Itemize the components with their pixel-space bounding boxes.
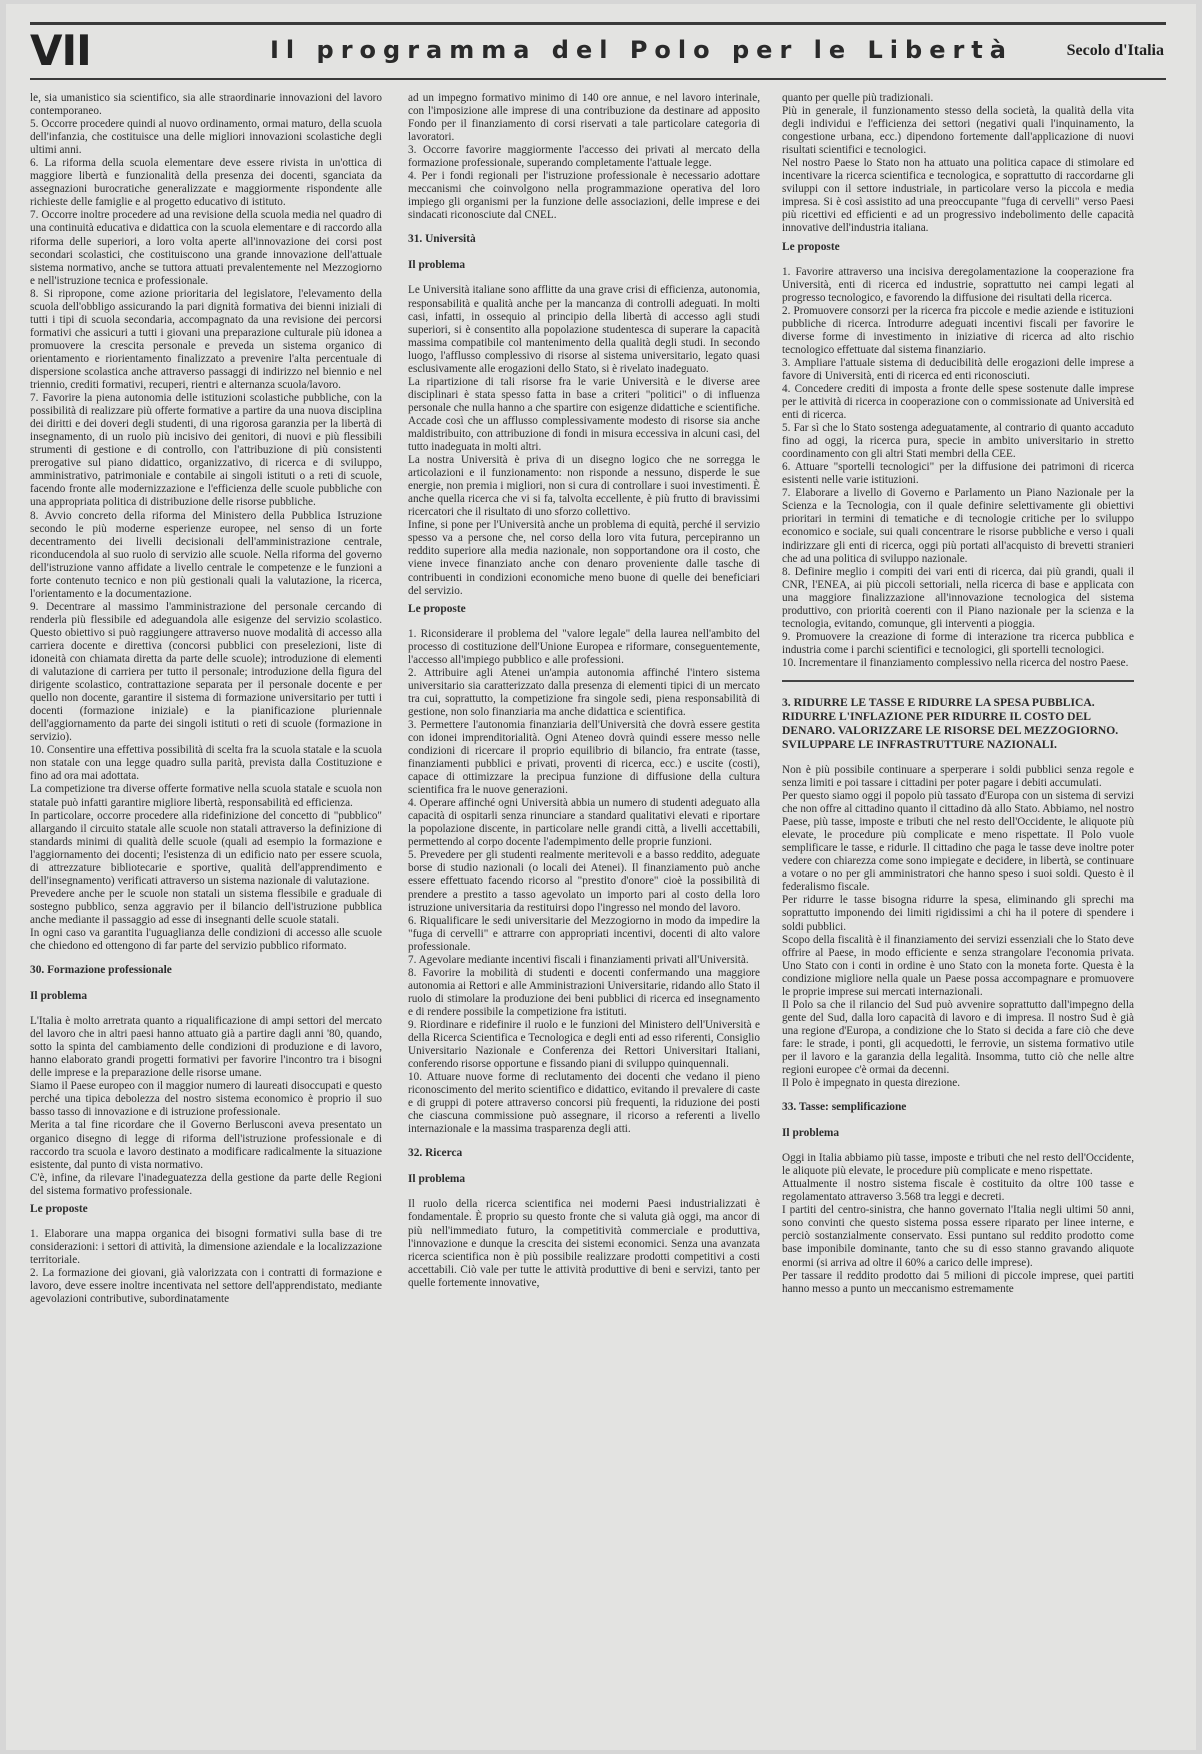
subsection-heading: Le proposte (782, 240, 840, 253)
paragraph: 1. Elaborare una mappa organica dei bisogni formativi sulla base di tre considerazioni: i settori di attività, la dimensione aziendale e la localizzazione territoriale. (30, 1227, 382, 1266)
paragraph: 8. Avvio concreto della riforma del Ministero della Pubblica Istruzione secondo le più moderne esperienze europee, nel senso di un forte decentramento dei livelli decisionali dell'amministrazione centrale, riconducendola al suo ruolo di servizio alle scuole. Nella riforma del governo dell'istruzione vanno affidate a livello centrale le competenze e le funzioni a forte contenuto tecnico e non più gestionali quali la valutazione, la ricerca, l'orientamento e la documentazione. (30, 509, 382, 600)
subsection-heading: Il problema (782, 1127, 840, 1140)
paragraph: Attualmente il nostro sistema fiscale è costituito da oltre 100 tasse e regolamentato attraverso 3.568 tra leggi e decreti. (782, 1178, 1134, 1204)
paragraph: 3. Occorre favorire maggiormente l'accesso dei privati al mercato della formazione professionale, superando completamente l'attuale legge. (408, 144, 760, 170)
paragraph: 9. Riordinare e ridefinire il ruolo e le funzioni del Ministero dell'Università e della Ricerca Scientifica e Tecnologica e degli enti ad esso riferenti, Consiglio Universitario Nazionale e Conferenza dei Rettori Universitari Italiani, conferendo risorse opportune e fissando piani di sviluppo quinquennali. (408, 1019, 760, 1071)
paragraph: 4. Concedere crediti di imposta a fronte delle spese sostenute dalle imprese per le attività di ricerca in cooperazione con o commissionate ad Università ed enti di ricerca. (782, 382, 1134, 422)
paragraph: 8. Si ripropone, come azione prioritaria del legislatore, l'elevamento della scuola dell'obbligo assicurando la pari dignità formativa dei bienni iniziali di tutti i tipi di scuola secondaria, accompagnato da una revisione dei percorsi formativi che assicuri a tutti i giovani una preparazione culturale più idonea a promuovere la crescita personale e preveda un sistema organico di orientamento e riorientamento finalizzato a prevenire l'alta percentuale di dispersione scolastica anche attraverso passaggi di indirizzo nel biennio e nel triennio, crediti formativi, recuperi, rientri e alternanza scuola/lavoro. (30, 287, 382, 392)
paragraph: 3. Ampliare l'attuale sistema di deducibilità delle erogazioni delle imprese a favore di Università, enti di ricerca ed enti riconosciuti. (782, 356, 1134, 382)
section-divider (782, 680, 1134, 682)
paragraph: 3. Permettere l'autonomia finanziaria dell'Università che dovrà essere gestita con idonei imprenditorialità. Ogni Ateneo dovrà quindi essere messo nelle condizioni di ricercare il proprio equilibrio di bilancio, fra entrate (tasse, finanziamenti pubblici e privati, proventi di ricerca, ecc.) e uscite (costi), capace di ottimizzare la precipua funzione di diffusione della cultura scientifica fra le nuove generazioni. (408, 718, 760, 797)
paragraph: 2. La formazione dei giovani, già valorizzata con i contratti di formazione e lavoro, deve essere inoltre incentivata nel settore dell'apprendistato, mediante agevolazioni contributive, subordinatamente (30, 1266, 382, 1305)
page-title: Il programma del Polo per le Libertà (270, 36, 1013, 64)
paragraph: 4. Per i fondi regionali per l'istruzione professionale è necessario adottare meccanismi che coinvolgono nella programmazione operativa del loro impiego gli organismi per la funzione delle associazioni, delle imprese e dei sindacati riconosciute dal CNEL. (408, 170, 760, 222)
column-1 (30, 92, 382, 1738)
article-columns (30, 92, 1136, 1738)
paragraph: 8. Favorire la mobilità di studenti e docenti confermando una maggiore autonomia ai Rettori e alle Amministrazioni Universitarie, ridando allo Stato il ruolo di stimolare la produzione dei beni pubblici di ricerca ed insegnamento e di rendere possibile la competizione fra istituti. (408, 966, 760, 1018)
paragraph: Per tassare il reddito prodotto dai 5 milioni di piccole imprese, quei partiti hanno messo a punto un meccanismo estremamente (782, 1269, 1134, 1295)
paragraph: Più in generale, il funzionamento stesso della società, la qualità della vita degli individui e l'efficienza dei settori (negativi quali l'inquinamento, la congestione urbana, ecc.) dipendono fortemente dall'applicazione di nuovi risultati scientifici e tecnologici. (782, 105, 1134, 157)
paragraph: 7. Favorire la piena autonomia delle istituzioni scolastiche pubbliche, con la possibilità di realizzare più offerte formative a partire da una nuova disciplina dei diritti e dei doveri degli studenti, di una rigorosa garanzia per la libertà di insegnamento, di un ruolo più incisivo dei genitori, di nuovi e più flessibili strumenti di gestione e di controllo, con l'attribuzione di più consistenti prerogative sul piano didattico, organizzativo, di ricerca e di sviluppo, amministrativo, patrimoniale e contabile ai singoli istituti o a reti di scuole, facendo fronte alle modernizzazione e l'efficienza delle scuole pubbliche con una appropriata politica di distribuzione delle risorse pubbliche. (30, 392, 382, 509)
paragraph: 5. Occorre procedere quindi al nuovo ordinamento, ormai maturo, della scuola dell'infanzia, che costituisce una delle migliori innovazioni scolastiche degli ultimi anni. (30, 118, 382, 157)
paragraph: 6. La riforma della scuola elementare deve essere rivista in un'ottica di maggiore libertà e funzionalità della presenza dei docenti, sganciata da assegnazioni burocratiche generalizzate e maggiormente rispondente alle richieste delle famiglie e al progetto educativo di istituto. (30, 157, 382, 209)
paragraph: 6. Attuare "sportelli tecnologici" per la diffusione dei patrimoni di ricerca esistenti nelle varie istituzioni. (782, 461, 1134, 487)
paragraph: Scopo della fiscalità è il finanziamento dei servizi essenziali che lo Stato deve offrire al Paese, in modo efficiente e senza strangolare l'economia privata. Uno Stato con i conti in ordine è uno Stato con la moneta forte. Questa è la condizione migliore nella quale un Paese possa accompagnare e promuovere le proprie imprese sui mercati internazionali. (782, 933, 1134, 998)
paragraph: ad un impegno formativo minimo di 140 ore annue, e nel lavoro interinale, con l'imposizione alle imprese di una contribuzione da destinare ad apposito Fondo per il finanziamento di corsi riservati a tale particolare categoria di lavoratori. (408, 92, 760, 144)
paragraph: Per ridurre le tasse bisogna ridurre la spesa, eliminando gli sprechi ma soprattutto imponendo dei limiti rigidissimi a chi ha il potere di spendere i soldi pubblici. (782, 894, 1134, 933)
section-heading: 32. Ricerca (408, 1147, 463, 1160)
column-2 (408, 92, 760, 1738)
paragraph: 7. Occorre inoltre procedere ad una revisione della scuola media nel quadro di una continuità educativa e didattica con la scuola elementare e di raccordo alla riforma delle superiori, a loro volta aperte all'innovazione dei corsi post secondari scolastici, che costituiscono una grande innovazione dell'attuale sistema normativo, anche se tuttora attuati prevalentemente nel Mezzogiorno e nell'istruzione tecnica e professionale. (30, 209, 382, 287)
chapter-heading: 3. RIDURRE LE TASSE E RIDURRE LA SPESA PUBBLICA. RIDURRE L'INFLAZIONE PER RIDURRE IL COSTO DEL DENARO. VALORIZZARE LE RISORSE DEL MEZZOGIORNO. SVILUPPARE LE INFRASTRUTTURE NAZIONALI. (782, 695, 1119, 751)
paragraph: 2. Promuovere consorzi per la ricerca fra piccole e medie aziende e istituzioni pubbliche di ricerca. Introdurre adeguati incentivi fiscali per favorire le diverse forme di investimento in iniziative di ricerca ad alto rischio tecnologico effettuate dal sistema finanziario. (782, 304, 1134, 356)
paragraph: 10. Consentire una effettiva possibilità di scelta fra la scuola statale e la scuola non statale con una legge quadro sulla parità, prevista dalla Costituzione e fino ad ora mai adottata. (30, 744, 382, 783)
paragraph: 10. Incrementare il finanziamento complessivo nella ricerca del nostro Paese. (782, 656, 1129, 669)
paragraph: Per questo siamo oggi il popolo più tassato d'Europa con un sistema di servizi che non offre al cittadino quanto il cittadino dà allo Stato. Abbiamo, nel nostro Paese, più tasse, imposte e tributi che nel resto dell'Occidente, le aliquote più elevate, le procedure più complicate e meno rispettate. Il Polo vuole semplificare le tasse, e ridurle. Il cittadino che paga le tasse deve inoltre poter vedere con chiarezza come sono impiegate e decidere, in libertà, se continuare a votare o no per gli amministratori che hanno speso i suoi soldi. Questo è il federalismo fiscale. (782, 790, 1134, 894)
subsection-heading: Le proposte (408, 602, 466, 615)
section-heading: 31. Università (408, 233, 476, 246)
paragraph: 6. Riqualificare le sedi universitarie del Mezzogiorno in modo da impedire la "fuga di cervelli" e attrarre con appropriati incentivi, docenti di alto valore professionale. (408, 914, 760, 953)
paragraph: Il ruolo della ricerca scientifica nei moderni Paesi industrializzati è fondamentale. È proprio su questo fronte che si valuta già oggi, ma ancor di più nell'immediato futuro, la competitività commerciale e produttiva, l'innovazione e dunque la crescita dei sistemi economici. Senza una avanzata ricerca scientifica non è più possibile realizzare prodotti competitivi a costi accettabili. Ciò vale per tutte le attività produttive di beni e servizi, tanto per quelle fortemente innovative, (408, 1198, 760, 1289)
paragraph: Non è più possibile continuare a sperperare i soldi pubblici senza regole e senza limiti e poi tassare i cittadini per poter pagare i debiti accumulati. (782, 763, 1134, 790)
newspaper-name: Secolo d'Italia (1066, 42, 1164, 59)
paragraph: 4. Operare affinché ogni Università abbia un numero di studenti adeguato alla capacità di ospitarli senza rinunciare a standard qualitativi elevati e riportare la popolazione discente, in particolare nelle grandi città, a livelli accettabili, permettendo al corpo docente l'adempimento delle proprie funzioni. (408, 797, 760, 849)
paragraph: 9. Promuovere la creazione di forme di interazione tra ricerca pubblica e industria come i parchi scientifici e tecnologici, gli sportelli tecnologici. (782, 630, 1134, 656)
paragraph: I partiti del centro-sinistra, che hanno governato l'Italia negli ultimi 50 anni, sono convinti che questo sistema possa essere riparato per linee interne, e perciò sostanzialmente conservato. Essi puntano sul reddito prodotto come base imponibile dominante, tanto che su di esso stanno gravando aliquote enormi (si arriva ad oltre il 60% a carico delle imprese). (782, 1204, 1134, 1269)
paragraph: C'è, infine, da rilevare l'inadeguatezza della gestione da parte delle Regioni del sistema formativo professionale. (30, 1171, 382, 1197)
subsection-heading: Il problema (408, 1173, 466, 1186)
paragraph: La competizione tra diverse offerte formative nella scuola statale e scuola non statale può infatti garantire migliore libertà, responsabilità ed efficienza. (30, 783, 382, 809)
paragraph: 1. Riconsiderare il problema del "valore legale" della laurea nell'ambito del processo di costituzione dell'Unione Europea e riformare, conseguentemente, l'accesso all'impiego pubblico e alle professioni. (408, 627, 760, 666)
paragraph: Oggi in Italia abbiamo più tasse, imposte e tributi che nel resto dell'Occidente, le aliquote più elevate, le procedure più complicate e meno rispettate. (782, 1152, 1134, 1178)
paragraph: Infine, si pone per l'Università anche un problema di equità, perché il servizio spesso va a persone che, nel corso della loro vita futura, percepiranno un reddito superiore alla media nazionale, non sopportandone ora il costo, che viene invece finanziato anche con denaro proveniente dalle tasche di contribuenti in condizioni economiche meno buone di quelle dei beneficiari del servizio. (408, 519, 760, 597)
paragraph: quanto per quelle più tradizionali. (782, 92, 934, 104)
paragraph: In particolare, occorre procedere alla ridefinizione del concetto di "pubblico" allargando il circuito statale alle scuole non statali attraverso la definizione di standards minimi di qualità delle scuole (quali ad esempio la formazione e l'aggiornamento dei docenti; l'esistenza di un edificio nato per essere scuola, di attrezzature bibliotecarie e sportive, qualità dell'apprendimento e dell'insegnamento) verificati attraverso un sistema nazionale di valutazione. (30, 809, 382, 887)
masthead (30, 28, 1166, 74)
paragraph: 9. Decentrare al massimo l'amministrazione del personale cercando di renderla più flessibile ed adeguandola alle esigenze del servizio scolastico. Questo obiettivo si può raggiungere attraverso nuove modalità di accesso alla carriera docente e direttiva (concorsi pubblici con preselezioni, liste di idoneità con chiamata diretta da parte delle scuole); introduzione di elementi di valutazione di carriera per tutto il personale; introduzione della figura del dirigente scolastico, contrattazione separata per il personale docente e per quello non docente, garantire il sistema di formazione universitario per tutti i docenti (formazione iniziale) e la pianificazione pluriennale dell'aggiornamento da parte dei singoli istituti o reti di scuole (formazione in servizio). (30, 600, 382, 744)
paragraph: 10. Attuare nuove forme di reclutamento dei docenti che vedano il pieno riconoscimento del merito scientifico e didattico, evitando il prevalere di caste e di gruppi di potere attraverso concorsi più frequenti, la riduzione dei posti che ciascuna commissione può assegnare, il ricorso a referenti a livello internazionale e la massima trasparenza degli atti. (408, 1071, 760, 1136)
subsection-heading: Il problema (408, 259, 466, 272)
column-3 (782, 92, 1134, 1738)
paragraph: Prevedere anche per le scuole non statali un sistema flessibile e graduale di sostegno pubblico, senza aggravio per il bilancio dell'istruzione pubblica anche mediante il passaggio ad esse di insegnanti delle scuole statali. (30, 887, 382, 926)
subsection-heading: Le proposte (30, 1202, 88, 1215)
paragraph: 1. Favorire attraverso una incisiva deregolamentazione la cooperazione fra Università, enti di ricerca ed industrie, soprattutto nei campi legati al progresso tecnologico, e favorendo la diffusione dei risultati della ricerca. (782, 265, 1134, 304)
paragraph: 8. Definire meglio i compiti dei vari enti di ricerca, dai più grandi, quali il CNR, l'ENEA, ai più piccoli settoriali, nella ricerca di base e applicata con una maggiore finalizzazione all'innovazione tecnologica del sistema produttivo, con priorità coerenti con il Piano nazionale per la scienza e la tecnologia, evitando, comunque, gli interventi a pioggia. (782, 565, 1134, 630)
section-heading: 33. Tasse: semplificazione (782, 1101, 907, 1114)
paragraph: 2. Attribuire agli Atenei un'ampia autonomia affinché l'intero sistema universitario sia caratterizzato dalla presenza di elementi tipici di un mercato tra cui, soprattutto, la competizione fra singole sedi, piena responsabilità di gestione, non solo finanziaria ma anche didattica e scientifica. (408, 666, 760, 718)
paragraph: Merita a tal fine ricordare che il Governo Berlusconi aveva presentato un organico disegno di legge di riforma dell'istruzione professionale e di raccordo tra scuola e lavoro destinato a modificare radicalmente la situazione esistente, dal punto di vista normativo. (30, 1119, 382, 1171)
paragraph: L'Italia è molto arretrata quanto a riqualificazione di ampi settori del mercato del lavoro che in altri paesi hanno attuato già a partire dagli anni '80, quando, sotto la spinta del cambiamento delle condizioni di produzione e di lavoro, hanno elaborato grandi progetti formativi per favorire l'incontro tra i bisogni delle imprese e la preparazione delle risorse umane. (30, 1015, 382, 1080)
paragraph: La nostra Università è priva di un disegno logico che ne sorregga le articolazioni e il funzionamento: non risponde a nessuno, disperde le sue energie, non premia i migliori, non si cura di controllare i suoi investimenti. È anche quella ricerca che vi si fa, talvolta eccellente, è più frutto di bravissimi ricercatori che il risultato di uno sforzo collettivo. (408, 454, 760, 519)
paragraph: Nel nostro Paese lo Stato non ha attuato una politica capace di stimolare ed incentivare la ricerca scientifica e tecnologica, e soprattutto di raccordarne gli sviluppi con il settore industriale, in particolare verso la piccola e media impresa. Si è così assistito ad una preoccupante "fuga di cervelli" verso Paesi più ricettivi ed efficienti e ad un progressivo indebolimento delle capacità innovative dell'industria italiana. (782, 157, 1134, 235)
paragraph: Siamo il Paese europeo con il maggior numero di laureati disoccupati e questo perché una tipica debolezza del nostro sistema economico è proprio il suo basso tasso di innovazione e di istruzione professionale. (30, 1080, 382, 1119)
paragraph: le, sia umanistico sia scientifico, sia alle straordinarie innovazioni del lavoro contemporaneo. (30, 92, 382, 118)
newspaper-page (6, 4, 1196, 1750)
paragraph: Le Università italiane sono afflitte da una grave crisi di efficienza, autonomia, responsabilità e qualità anche per la mancanza di controlli adeguati. In molti casi, infatti, in ossequio al principio della libertà di accesso agli studi superiori, si è consentito alla popolazione studentesca di superare la capacità massima compatibile col mantenimento della qualità degli studi. In secondo luogo, l'afflusso complessivo di risorse al sistema universitario, legato quasi esclusivamente alle erogazioni dello Stato, si è rivelato inadeguato. (408, 284, 760, 375)
paragraph: 7. Elaborare a livello di Governo e Parlamento un Piano Nazionale per la Scienza e la Tecnologia, con il quale definire selettivamente gli obiettivi prioritari in termini di tematiche e di tecnologie critiche per lo sviluppo economico e sociale, sui quali concentrare le risorse pubbliche e verso i quali indirizzare gli enti di ricerca, oggi più portati all'acquisto di brevetti stranieri che ad una politica di sviluppo nazionale. (782, 487, 1134, 565)
paragraph: La ripartizione di tali risorse fra le varie Università e le diverse aree disciplinari è stata spesso fatta in base a criteri "politici" o di influenza personale che nulla hanno a che spartire con esigenze didattiche e scientifiche. Accade così che un afflusso complessivamente modesto di risorse sia anche maldistribuito, con attribuzione di fondi in misura eccessiva in alcuni casi, del tutto inadeguata in molti altri. (408, 375, 760, 454)
section-number: VII (30, 26, 91, 75)
paragraph: Il Polo sa che il rilancio del Sud può avvenire soprattutto dall'impegno della gente del Sud, dalla loro capacità di lavoro e di impresa. Il nostro Sud è già una regione d'Europa, a condizione che lo Stato si decida a fare ciò che deve fare: le strade, i ponti, gli acquedotti, le ferrovie, un sistema formativo utile per il lavoro e la garanzia della legalità. Insomma, tutto ciò che nelle altre regioni europee c'è ormai da decenni. (782, 998, 1134, 1077)
paragraph: Il Polo è impegnato in questa direzione. (782, 1077, 961, 1090)
paragraph: 5. Prevedere per gli studenti realmente meritevoli e a basso reddito, adeguate borse di studio nazionali (o locali dei Atenei). Il finanziamento può anche essere effettuato facendo ricorso al "prestito d'onore" cioè la possibilità di prendere a prestito a tasso agevolato un importo pari al costo della loro istruzione universitaria da restituirsi dopo l'ingresso nel mondo del lavoro. (408, 849, 760, 914)
paragraph: In ogni caso va garantita l'uguaglianza delle condizioni di accesso alle scuole che chiedono ed ottengono di far parte del servizio pubblico riformato. (30, 927, 382, 953)
top-rule (30, 22, 1166, 25)
subsection-heading: Il problema (30, 990, 88, 1003)
paragraph: 5. Far sì che lo Stato sostenga adeguatamente, al contrario di quanto accaduto fino ad oggi, la ricerca pura, specie in ambito universitario in stretto coordinamento con gli altri Stati membri della CEE. (782, 422, 1134, 461)
section-heading: 30. Formazione professionale (30, 964, 172, 977)
paragraph: 7. Agevolare mediante incentivi fiscali i finanziamenti privati all'Università. (408, 953, 749, 966)
masthead-rule (30, 78, 1166, 80)
